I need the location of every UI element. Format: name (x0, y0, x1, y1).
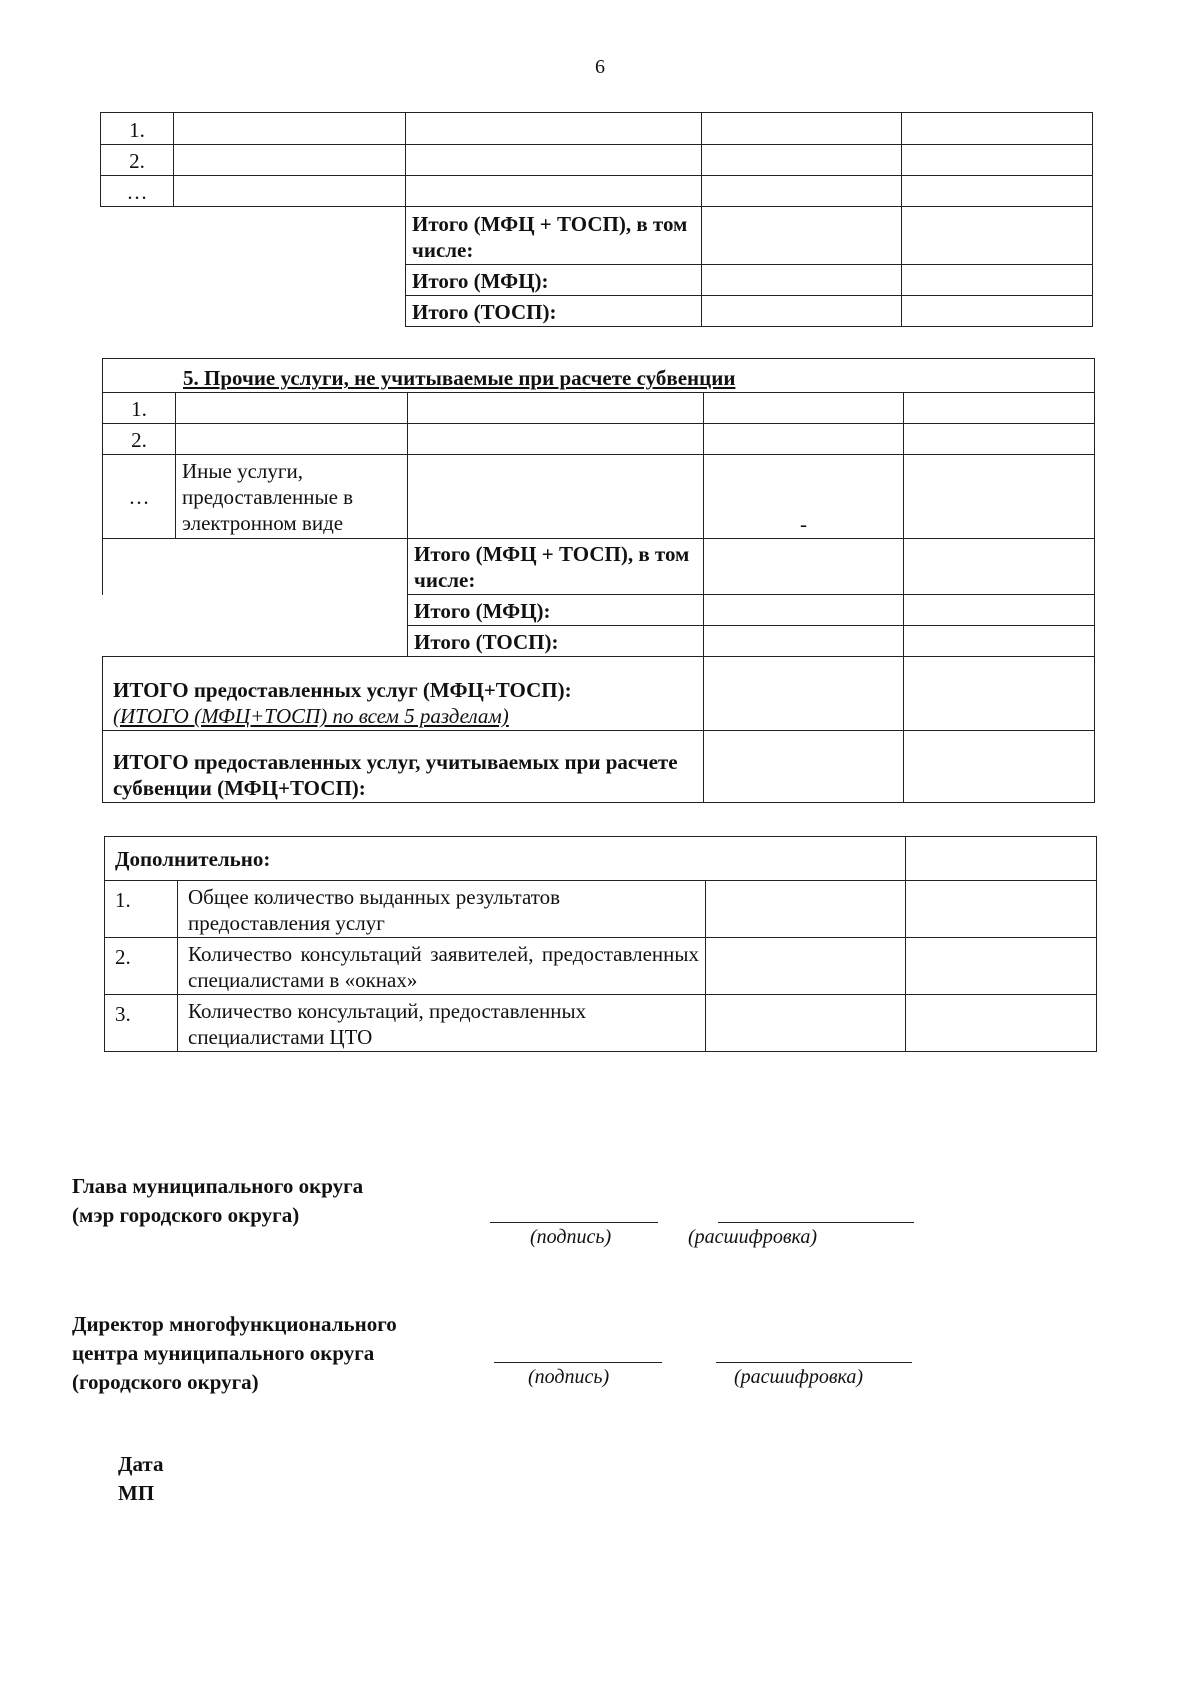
additional-item-text: Количество консультаций заявителей, предоставленных специалистами в «окнах» (178, 938, 706, 995)
section-header-row (105, 837, 1097, 881)
table-cell (904, 393, 1095, 424)
table-cell (704, 393, 904, 424)
table-row (103, 455, 1095, 539)
subsidy-total-row (103, 731, 1095, 803)
row-number: 2. (101, 145, 174, 176)
table-cell (904, 424, 1095, 455)
table-cell (406, 113, 702, 145)
row-number: 2. (103, 424, 176, 455)
total-tosp-label: Итого (ТОСП): (406, 296, 702, 327)
row-number: … (103, 455, 176, 539)
table-row (101, 113, 1093, 145)
section5-table (102, 358, 1095, 803)
table-cell (904, 626, 1095, 657)
head-signature-title (72, 1172, 363, 1230)
signature-line (490, 1222, 658, 1223)
additional-item-text: Общее количество выданных результатов предоставления услуг (178, 881, 706, 938)
table-cell (706, 881, 906, 938)
table-cell (904, 731, 1095, 803)
sign-caption: (подпись) (530, 1226, 612, 1248)
director-line2: центра муниципального округа (72, 1341, 375, 1365)
table-cell (704, 626, 904, 657)
table-cell (176, 393, 408, 424)
total-all-label: Итого (МФЦ + ТОСП), в том числе: (408, 539, 704, 595)
footer-block (118, 1450, 163, 1508)
page-number: 6 (595, 56, 605, 78)
table-cell (902, 207, 1093, 265)
table-row (103, 424, 1095, 455)
table-row (103, 393, 1095, 424)
head-title-line1: Глава муниципального округа (72, 1174, 364, 1198)
table-cell (704, 424, 904, 455)
director-signature-title (72, 1310, 397, 1397)
row-number: 1. (101, 113, 174, 145)
table-row (101, 176, 1093, 207)
head-title-line2: (мэр городского округа) (72, 1203, 300, 1227)
table-cell (704, 595, 904, 626)
decode-caption: (расшифровка) (688, 1226, 818, 1248)
total-mfc-label: Итого (МФЦ): (406, 265, 702, 296)
table-row (105, 938, 1097, 995)
table-row (105, 995, 1097, 1052)
service-name: Иные услуги, предоставленные в электронном виде (176, 455, 408, 539)
total-tosp-label: Итого (ТОСП): (408, 626, 704, 657)
grand-total-label: ИТОГО предоставленных услуг (МФЦ+ТОСП): (113, 678, 572, 702)
table-row (101, 145, 1093, 176)
table-cell (706, 995, 906, 1052)
stamp-label: МП (118, 1481, 155, 1505)
table-cell (408, 455, 704, 539)
total-row (101, 265, 1093, 296)
table-cell (902, 296, 1093, 327)
table-cell (902, 176, 1093, 207)
table-cell (408, 393, 704, 424)
table-cell (906, 881, 1097, 938)
decode-caption: (расшифровка) (734, 1366, 864, 1388)
total-row (101, 207, 1093, 265)
additional-item-text: Количество консультаций, предоставленных специалистами ЦТО (178, 995, 706, 1052)
table-cell (904, 657, 1095, 731)
signature-line (718, 1222, 914, 1223)
table-cell (406, 176, 702, 207)
row-number: 1. (105, 881, 178, 938)
grand-total-row (103, 657, 1095, 731)
date-label: Дата (118, 1452, 164, 1476)
total-row (103, 595, 1095, 626)
table-cell (904, 455, 1095, 539)
table-cell (902, 113, 1093, 145)
table-cell (904, 595, 1095, 626)
total-mfc-label: Итого (МФЦ): (408, 595, 704, 626)
table-cell (704, 539, 904, 595)
table-cell-value: - (704, 455, 904, 539)
table-cell (408, 424, 704, 455)
grand-total-note: (ИТОГО (МФЦ+ТОСП) по всем 5 разделам) (113, 704, 509, 728)
table-cell (704, 657, 904, 731)
row-number: … (101, 176, 174, 207)
table-cell (702, 176, 902, 207)
table-cell (406, 145, 702, 176)
table-cell (702, 207, 902, 265)
table-cell (174, 113, 406, 145)
signature-line (494, 1362, 662, 1363)
table-cell (702, 113, 902, 145)
table-cell (704, 731, 904, 803)
table-cell (906, 837, 1097, 881)
table-cell (174, 145, 406, 176)
table-cell (902, 265, 1093, 296)
section4-table (100, 112, 1093, 327)
sign-caption: (подпись) (528, 1366, 610, 1388)
table-cell (706, 938, 906, 995)
section-header-row (103, 359, 1095, 393)
subsidy-total-label: ИТОГО предоставленных услуг, учитываемых при расчете субвенции (МФЦ+ТОСП): (103, 731, 704, 803)
table-cell (906, 995, 1097, 1052)
section5-title: 5. Прочие услуги, не учитываемые при расчете субвенции (183, 366, 736, 390)
total-row (101, 296, 1093, 327)
table-cell (702, 265, 902, 296)
additional-title: Дополнительно: (105, 837, 906, 881)
total-all-label: Итого (МФЦ + ТОСП), в том числе: (406, 207, 702, 265)
director-line3: (городского округа) (72, 1370, 259, 1394)
table-cell (902, 145, 1093, 176)
signature-line (716, 1362, 912, 1363)
row-number: 1. (103, 393, 176, 424)
row-number: 3. (105, 995, 178, 1052)
total-row (103, 539, 1095, 595)
table-cell (904, 539, 1095, 595)
director-line1: Директор многофункционального (72, 1312, 397, 1336)
table-cell (176, 424, 408, 455)
total-row (103, 626, 1095, 657)
table-row (105, 881, 1097, 938)
table-cell (174, 176, 406, 207)
table-cell (702, 145, 902, 176)
row-number: 2. (105, 938, 178, 995)
table-cell (702, 296, 902, 327)
table-cell (906, 938, 1097, 995)
additional-table (104, 836, 1097, 1052)
